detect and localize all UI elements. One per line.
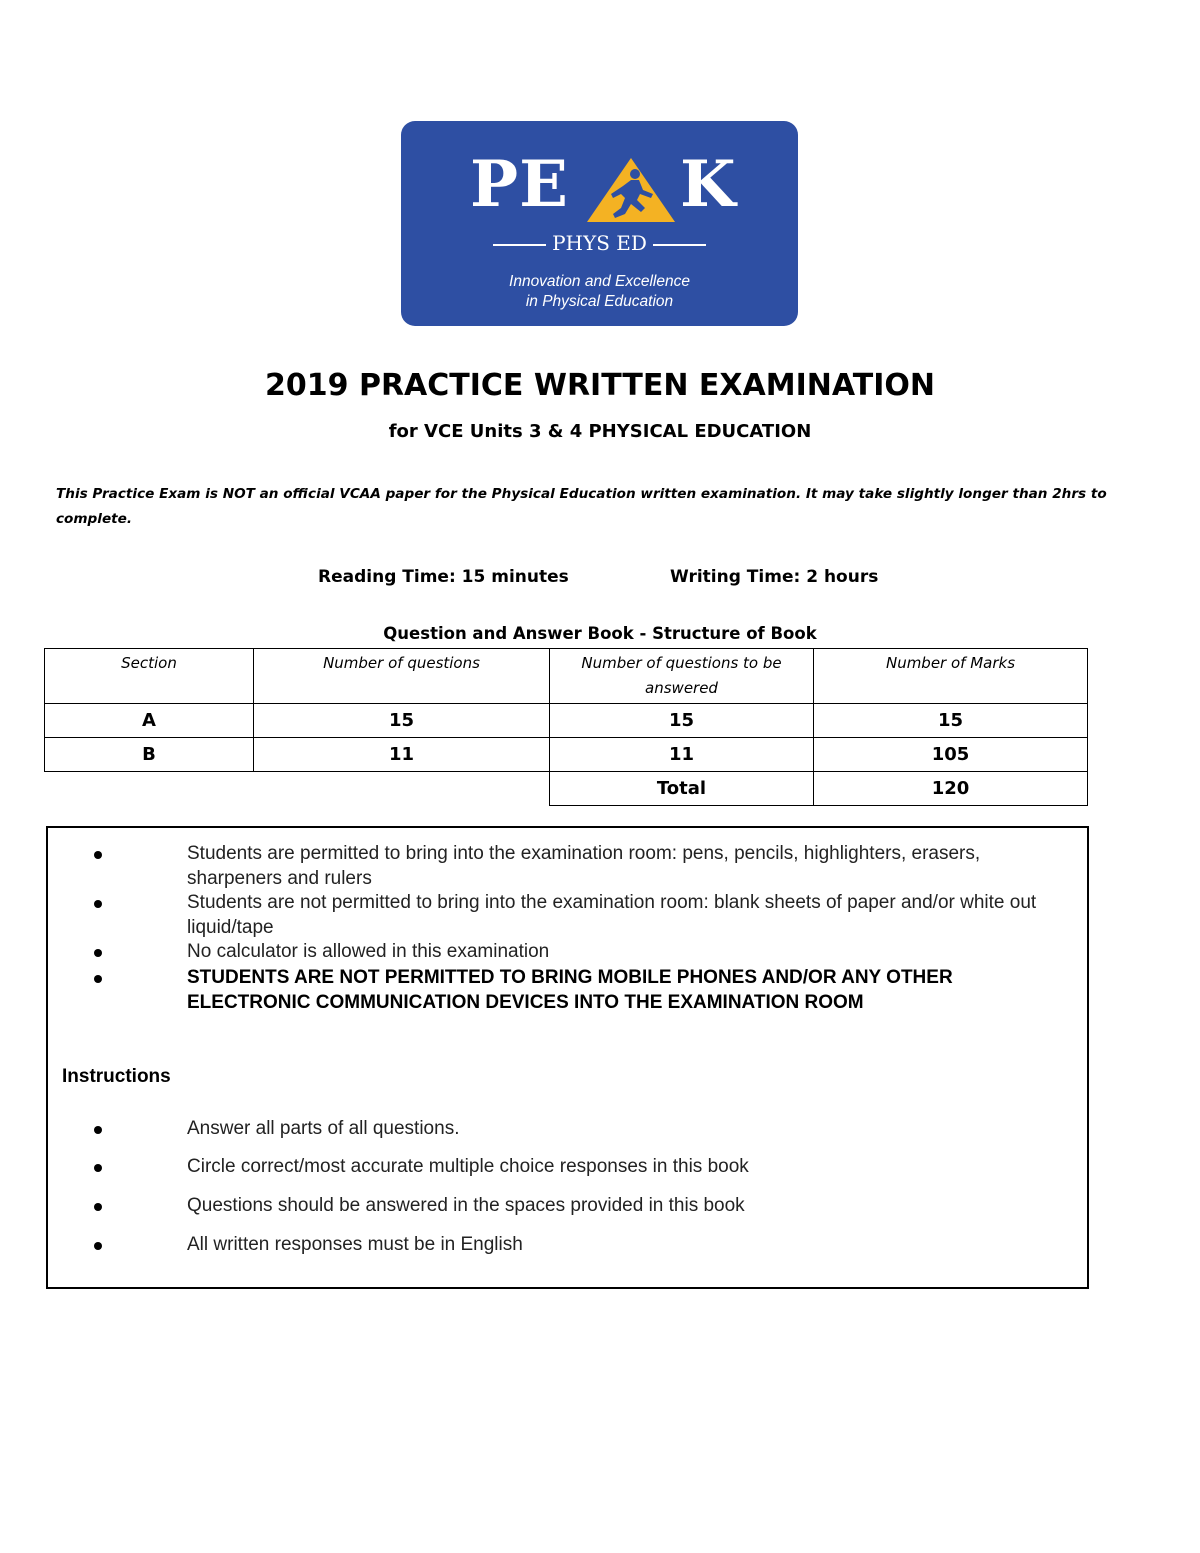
disclaimer: This Practice Exam is NOT an official VCAA paper for the Physical Education written examination. It may take slightly longer than 2hrs to complete.	[56, 486, 1107, 527]
table-header-row	[45, 649, 1088, 704]
page-title: 2019 PRACTICE WRITTEN EXAMINATION	[265, 368, 935, 403]
table-cell: 15	[550, 704, 814, 738]
logo-tagline-2: in Physical Education	[525, 293, 674, 310]
total-label: Total	[550, 772, 814, 806]
table-row	[45, 704, 1088, 738]
bullet-icon	[94, 1164, 102, 1172]
table-cell: B	[45, 738, 254, 772]
bullet-icon	[94, 975, 102, 983]
logo-tagline-1: Innovation and Excellence	[509, 273, 690, 290]
table-cell: 15	[254, 704, 550, 738]
total-value: 120	[814, 772, 1088, 806]
bullet-icon	[94, 1203, 102, 1211]
table-total-row	[45, 772, 1088, 806]
writing-time: Writing Time: 2 hours	[670, 567, 879, 587]
bullet-icon	[94, 900, 102, 908]
bullet-icon	[94, 1126, 102, 1134]
table-header-cell: Number of Marks	[814, 649, 1088, 704]
table-header-cell: Number of questions to be answered	[550, 649, 814, 704]
table-header-cell: Section	[45, 649, 254, 704]
table-caption: Question and Answer Book - Structure of Book	[383, 624, 817, 643]
rules-box: Students are permitted to bring into the examination room: pens, pencils, highlighters, erasers, sharpeners and rulers Students are not permitted to bring into the examination room: blank sheets of paper and/or white out liquid/tape No calculator is allowed in this examination STUDENTS ARE NOT PERMITTED TO BRING MOBILE PHONES AND/OR ANY OTHER ELECTRONIC COMMUNICATION DEVICES INTO THE EXAMINATION ROOM Instructions Answer all parts of all questions. Circle correct/most accurate multiple choice responses in this book Questions should be answered in the spaces provided in this book All written responses must be in English	[46, 826, 1089, 1289]
bullet-icon	[94, 851, 102, 859]
table-row	[45, 738, 1088, 772]
logo-subtitle: PHYS ED	[401, 228, 798, 258]
bullet-icon	[94, 949, 102, 957]
table-cell: 11	[254, 738, 550, 772]
page-subtitle: for VCE Units 3 & 4 PHYSICAL EDUCATION	[388, 421, 812, 442]
instructions-heading: Instructions	[62, 1066, 171, 1087]
table-cell: A	[45, 704, 254, 738]
table-cell: 15	[814, 704, 1088, 738]
bullet-icon	[94, 1242, 102, 1250]
logo-peak-triangle-icon	[585, 156, 677, 224]
table-header-cell: Number of questions	[254, 649, 550, 704]
structure-table	[44, 648, 1088, 806]
reading-time: Reading Time: 15 minutes	[318, 567, 569, 587]
logo-word-left: PE	[470, 147, 569, 222]
logo-word-right: K	[680, 147, 737, 222]
table-cell: 11	[550, 738, 814, 772]
table-cell: 105	[814, 738, 1088, 772]
